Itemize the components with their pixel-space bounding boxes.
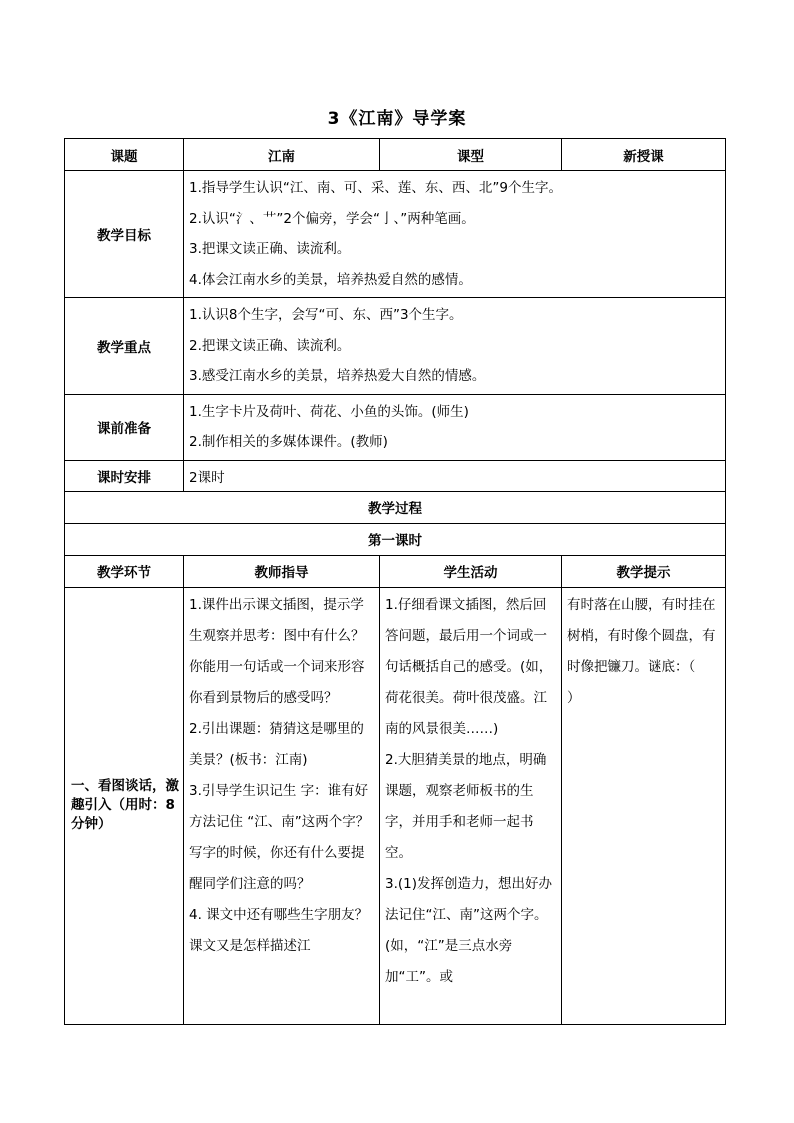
teacher-paragraph: 2.引出课题：猜猜这是哪里的美景？(板书：江南) — [189, 720, 364, 768]
preparation-content — [184, 394, 726, 460]
objective-item: 3.把课文读正确、读流利。 — [189, 241, 351, 257]
process-title: 教学过程 — [65, 491, 726, 523]
objectives-label: 教学目标 — [65, 171, 184, 298]
process-title-row — [65, 491, 726, 523]
header-stage: 教学环节 — [65, 555, 184, 587]
student-paragraph: 2.大胆猜美景的地点，明确课题，观察老师板书的生字，并用手和老师一起书空。 — [385, 751, 547, 861]
header-row — [65, 139, 726, 171]
student-paragraph: 1.仔细看课文插图，然后回答问题，最后用一个词或一句话概括自己的感受。(如，荷花很美。荷叶很茂盛。江南的风景很美……) — [385, 596, 553, 737]
key-point-item: 1.认识8个生字，会写“可、东、西”3个生字。 — [189, 307, 463, 323]
key-point-item: 3.感受江南水乡的美景，培养热爱大自然的情感。 — [189, 368, 486, 384]
preparation-label: 课前准备 — [65, 394, 184, 460]
key-point-item: 2.把课文读正确、读流利。 — [189, 337, 351, 354]
key-points-row — [65, 298, 726, 395]
key-points-content — [184, 298, 726, 395]
key-points-label: 教学重点 — [65, 298, 184, 395]
teaching-tips-cell — [562, 587, 750, 1024]
lesson-type-value: 新授课 — [562, 139, 726, 171]
header-teacher-guidance: 教师指导 — [184, 555, 380, 587]
teacher-paragraph: 1.课件出示课文插图，提示学生观察并思考：图中有什么？你能用一句话或一个词来形容你看到景物后的感受吗？ — [189, 596, 365, 706]
objective-item: 4.体会江南水乡的美景，培养热爱自然的感情。 — [189, 271, 472, 288]
teacher-paragraph: 3.引导学生识记生 字：谁有好方法记住 “江、南”这两个字？写字的时候，你还有什么要提醒同学们注意的吗？ — [189, 782, 370, 892]
header-teaching-tips: 教学提示 — [562, 555, 726, 587]
student-activity-cell — [380, 587, 562, 1024]
objective-item: 1.指导学生认识“江、南、可、采、莲、东、西、北”9个生字。 — [189, 180, 562, 196]
stage-row — [65, 587, 726, 1024]
teacher-guidance-cell — [184, 587, 380, 1024]
student-paragraph: 3.(1)发挥创造力，想出好办法记住“江、南”这两个字。(如，“江”是三点水旁加“工”。或 — [385, 875, 553, 985]
preparation-row — [65, 394, 726, 460]
lesson-title: 第一课时 — [65, 523, 726, 555]
tips-paragraph: 有时落在山腰，有时挂在树梢，有时像个圆盘，有时像把镰刀。谜底：（ ） — [567, 596, 750, 706]
header-student-activity: 学生活动 — [380, 555, 562, 587]
document-title: 3《江南》导学案 — [327, 109, 467, 129]
schedule-label: 课时安排 — [65, 460, 184, 491]
objectives-content — [184, 171, 726, 298]
stage-label: 一、看图谈话，激趣引入（用时：8分钟） — [65, 587, 184, 1024]
schedule-row — [65, 460, 726, 491]
schedule-value: 2课时 — [184, 460, 726, 491]
objective-item: 2.认识“氵、艹”2个偏旁，学会“亅、”两种笔画。 — [189, 210, 475, 227]
label-lesson-type: 课型 — [380, 139, 562, 171]
preparation-item: 1.生字卡片及荷叶、荷花、小鱼的头饰。(师生) — [189, 403, 469, 420]
lesson-plan-table — [64, 138, 750, 1025]
teacher-paragraph: 4. 课文中还有哪些生字朋友？课文又是怎样描述江 — [189, 906, 369, 954]
preparation-item: 2.制作相关的多媒体课件。(教师) — [189, 434, 388, 450]
objectives-row — [65, 171, 726, 298]
process-header-row — [65, 555, 726, 587]
label-topic: 课题 — [65, 139, 184, 171]
topic-value: 江南 — [184, 139, 380, 171]
lesson-title-row — [65, 523, 726, 555]
